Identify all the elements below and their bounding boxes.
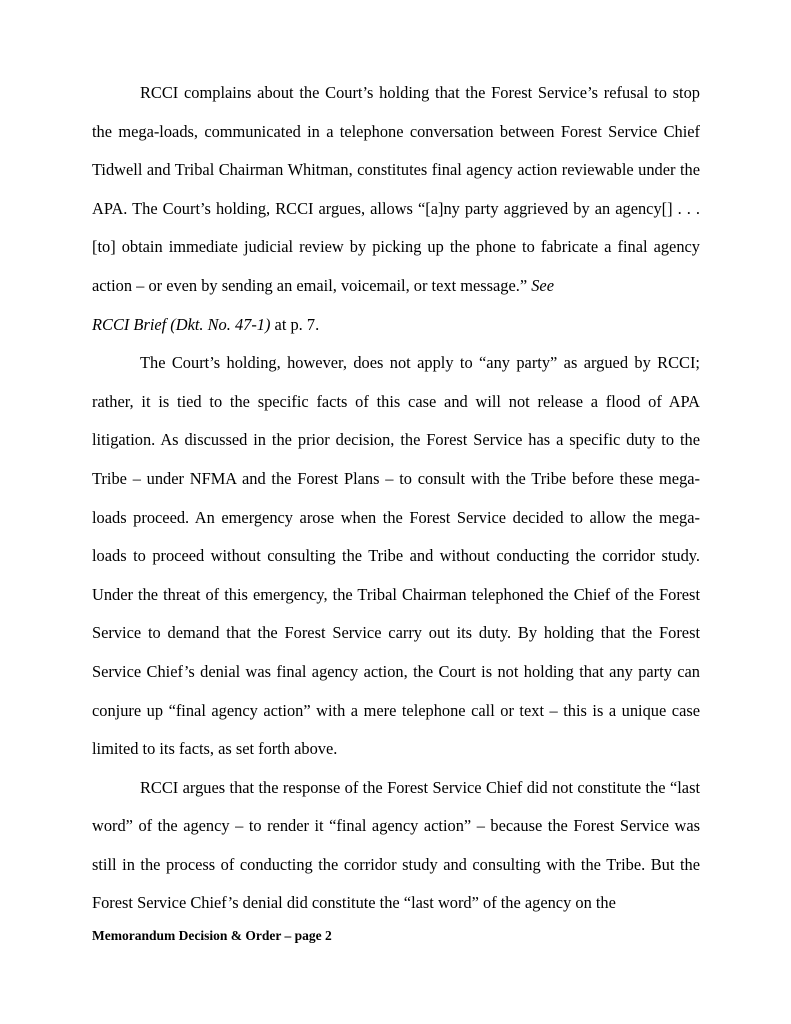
citation-pin: at p. 7. [270, 314, 320, 334]
paragraph-1 [92, 74, 700, 344]
citation-signal: See [531, 275, 554, 295]
paragraph-2: The Court’s holding, however, does not apply to “any party” as argued by RCCI; rather, it is tied to the specific facts of this case and will not release a flood of APA litigation. As discussed in the prior decision, the Forest Service has a specific duty to the Tribe – under NFMA and the Forest Plans – to consult with the Tribe before these mega-loads proceed. An emergency arose when the Forest Service decided to allow the mega-loads to proceed without consulting the Tribe and without conducting the corridor study. Under the threat of this emergency, the Tribal Chairman telephoned the Chief of the Forest Service to demand that the Forest Service carry out its duty. By holding that the Forest Service Chief’s denial was final agency action, the Court is not holding that any party can conjure up “final agency action” with a mere telephone call or text – this is a unique case limited to its facts, as set forth above. [92, 353, 700, 759]
citation-source: RCCI Brief (Dkt. No. 47-1) [92, 314, 271, 334]
page-footer [92, 928, 332, 944]
document-body [92, 74, 700, 923]
paragraph-3: RCCI argues that the response of the Forest Service Chief did not constitute the “last word” of the agency – to render it “final agency action” – because the Forest Service was still in the process of conducting the corridor study and consulting with the Tribe. But the Forest Service Chief’s denial did constitute the “last word” of the agency on the [92, 777, 700, 913]
footer-label: Memorandum Decision & Order – page 2 [92, 928, 332, 943]
paragraph-1-text: RCCI complains about the Court’s holding that the Forest Service’s refusal to stop the mega-loads, communicated in a telephone conversation between Forest Service Chief Tidwell and Tribal Chairman Whitman, constitutes final agency action reviewable under the APA. The Court’s holding, RCCI argues, allows “[a]ny party aggrieved by an agency[] . . . [to] obtain immediate judicial review by picking up the phone to fabricate a final agency action – or even by sending an email, voicemail, or text message.” [92, 83, 700, 295]
